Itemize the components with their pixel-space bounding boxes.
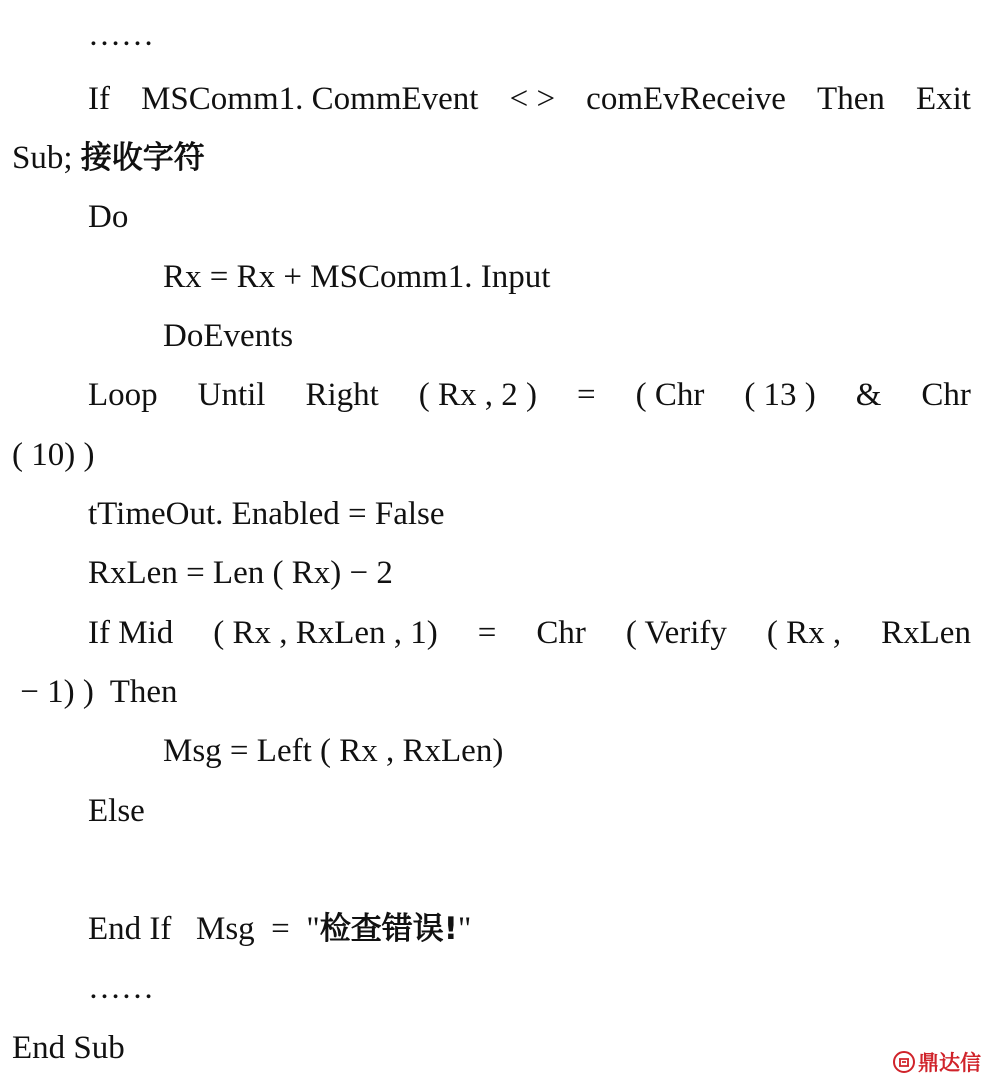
code-line-1: ……: [88, 17, 154, 53]
code-token: Then: [817, 81, 885, 117]
code-line-8: ( 10) ): [12, 437, 95, 473]
code-token: ( Rx ,: [766, 615, 842, 651]
dingdaxin-logo-icon: [893, 1051, 915, 1073]
code-line-6: DoEvents: [163, 318, 294, 354]
code-line-16: End If: [88, 911, 172, 947]
code-token: If: [88, 81, 110, 117]
code-line-18: End Sub: [12, 1030, 125, 1066]
code-token: Sub;: [12, 140, 73, 176]
code-token: ( 13 ): [744, 377, 816, 413]
code-token: Chr: [921, 377, 971, 413]
code-token: ": [457, 911, 472, 947]
code-line-13: Msg = Left ( Rx , RxLen): [163, 733, 504, 769]
code-line-12: − 1) ) Then: [12, 674, 178, 710]
code-token: Right: [305, 377, 379, 413]
code-token: Loop: [88, 377, 158, 413]
code-token: ( Rx , 2 ): [418, 377, 538, 413]
code-token: Until: [197, 377, 266, 413]
code-line-14: Else: [88, 793, 145, 829]
code-line-2: [0, 70, 971, 129]
code-line-9: tTimeOut. Enabled = False: [88, 496, 445, 532]
code-token: =: [577, 377, 596, 413]
code-token: Chr: [536, 615, 586, 651]
code-comment: 接收字符: [80, 140, 205, 176]
code-token: < >: [509, 81, 556, 117]
code-token: RxLen: [881, 615, 971, 651]
code-token: ( Chr: [635, 377, 705, 413]
code-string-text: 检查错误!: [319, 911, 458, 947]
code-line-4: Do: [88, 199, 129, 235]
code-line-5: Rx = Rx + MSComm1. Input: [163, 259, 551, 295]
code-token: &: [855, 377, 882, 413]
code-line-11: [0, 604, 971, 663]
code-token: Exit: [915, 81, 971, 117]
code-token: MSComm1. CommEvent: [141, 81, 479, 117]
watermark: [893, 1047, 981, 1077]
code-token: ( Verify: [625, 615, 727, 651]
watermark-text: 鼎达信: [918, 1051, 981, 1075]
code-line-17: ……: [88, 970, 154, 1006]
code-token: ( Rx , RxLen , 1): [213, 615, 438, 651]
code-line-7: [0, 366, 971, 425]
code-line-3: [0, 129, 971, 188]
code-token: If Mid: [88, 615, 174, 651]
code-token: Msg = ": [196, 911, 320, 947]
code-token: comEvReceive: [586, 81, 786, 117]
code-line-10: RxLen = Len ( Rx) − 2: [88, 555, 393, 591]
code-token: =: [477, 615, 497, 651]
